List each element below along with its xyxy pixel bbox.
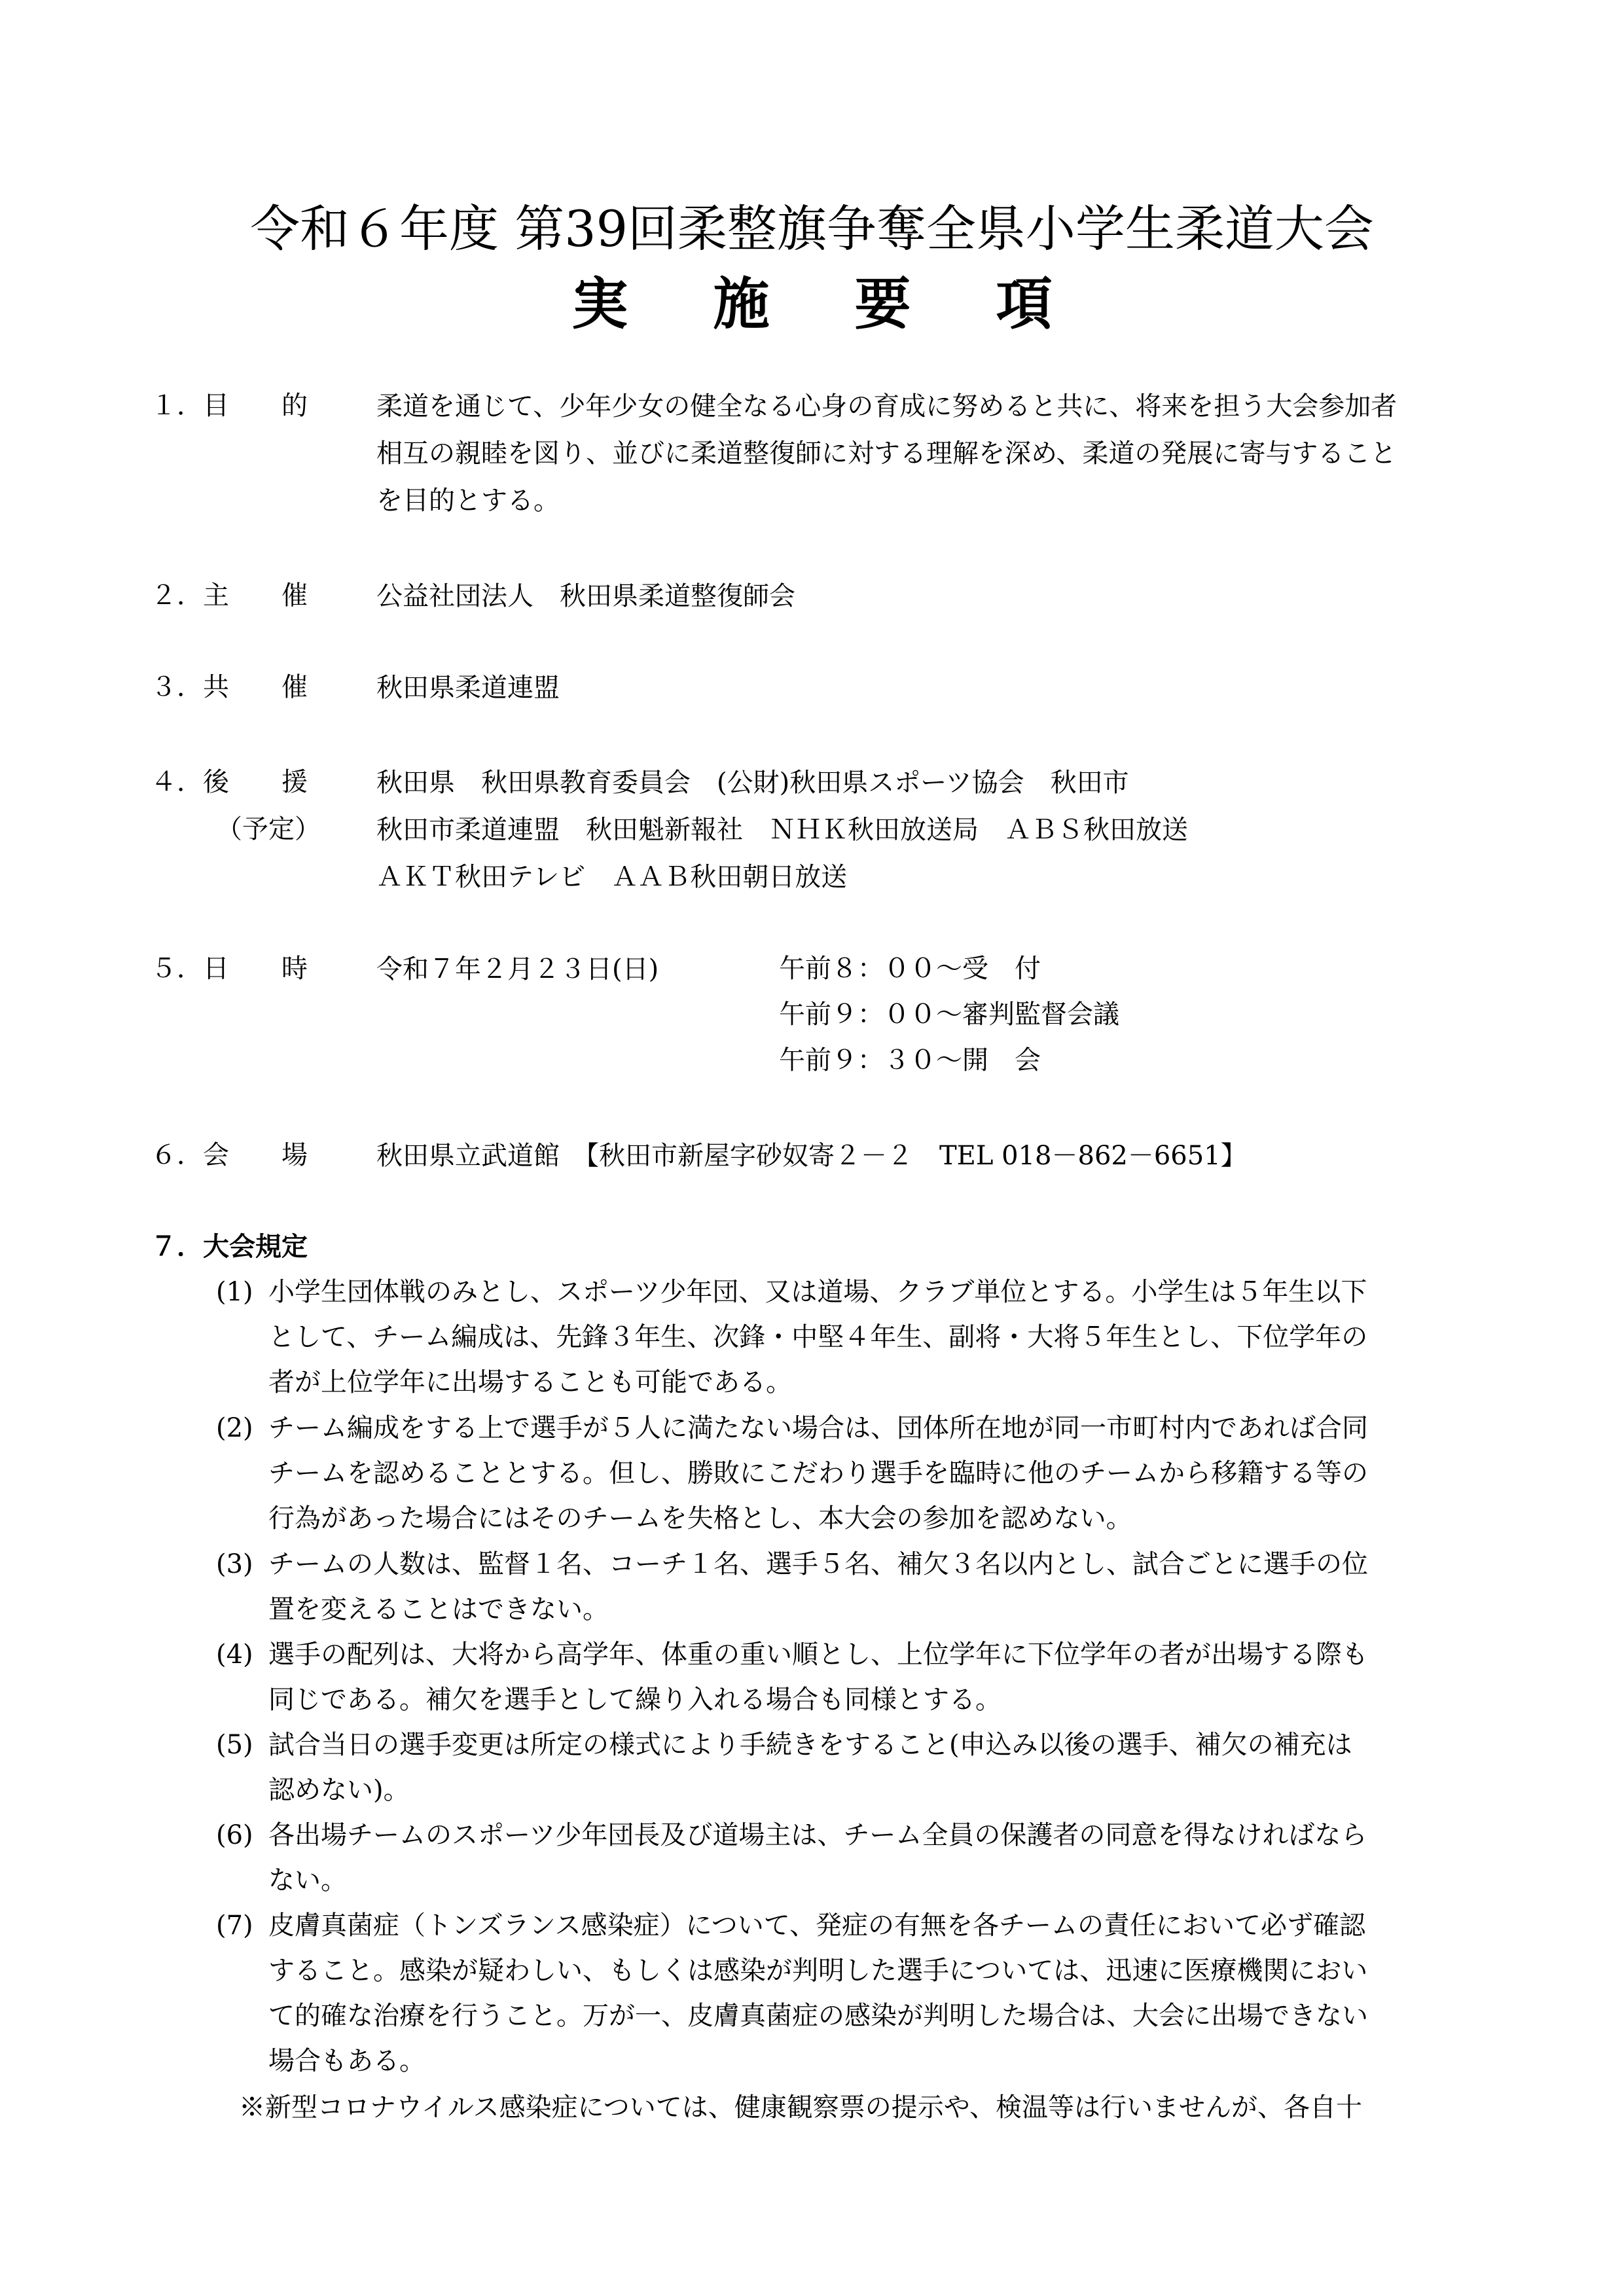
rule-number: (7) bbox=[216, 1910, 253, 1941]
rule-number: (1) bbox=[216, 1277, 253, 1307]
rule-line: て的確な治療を行うこと。万が一、皮膚真菌症の感染が判明した場合は、大会に出場できない bbox=[268, 2001, 1368, 2031]
section-venue-label: ６．会 場 bbox=[151, 1140, 308, 1170]
document-title: 令和６年度 第39回柔整旗争奪全県小学生柔道大会 bbox=[250, 200, 1374, 258]
section-datetime-label: ５．日 時 bbox=[151, 954, 308, 984]
rule-line: チームの人数は、監督１名、コーチ１名、選手５名、補欠３名以内とし、試合ごとに選手の位 bbox=[268, 1549, 1368, 1579]
rule-number: (5) bbox=[216, 1730, 253, 1760]
section-organizer-content bbox=[376, 573, 1489, 620]
rule-line: 小学生団体戦のみとし、スポーツ少年団、又は道場、クラブ単位とする。小学生は５年生以下 bbox=[268, 1277, 1367, 1307]
support-line: ＡＫＴ秋田テレビ ＡＡＢ秋田朝日放送 bbox=[376, 862, 848, 892]
section-cosponsor-label: ３．共 催 bbox=[151, 672, 308, 702]
event-date: 令和７年２月２３日(日) bbox=[376, 954, 659, 984]
rule-item-2 bbox=[216, 1406, 1499, 1541]
section-organizer-label: ２．主 催 bbox=[151, 581, 308, 611]
schedule-item: 午前９：３０～開 会 bbox=[779, 1045, 1041, 1075]
rule-line: すること。感染が疑わしい、もしくは感染が判明した選手については、迅速に医療機関におい bbox=[268, 1956, 1368, 1986]
rule-item-5 bbox=[216, 1723, 1499, 1813]
section-datetime-schedule bbox=[779, 946, 1119, 1083]
section-purpose-content bbox=[376, 383, 1489, 524]
organizer-line: 公益社団法人 秋田県柔道整復師会 bbox=[376, 581, 795, 611]
rule-number: (3) bbox=[216, 1549, 253, 1579]
section-cosponsor-content bbox=[376, 664, 1489, 711]
schedule-item: 午前８：００～受 付 bbox=[779, 954, 1041, 984]
rule-number: (4) bbox=[216, 1640, 253, 1670]
cosponsor-line: 秋田県柔道連盟 bbox=[376, 673, 560, 703]
rule-line: 置を変えることはできない。 bbox=[268, 1594, 609, 1624]
section-support-content bbox=[376, 759, 1489, 901]
rule-line: 認めない)。 bbox=[268, 1775, 410, 1805]
rule-item-7 bbox=[216, 1903, 1499, 2084]
rule-line: 各出場チームのスポーツ少年団長及び道場主は、チーム全員の保護者の同意を得なければなら bbox=[268, 1820, 1367, 1850]
section-rules-label: ７．大会規定 bbox=[151, 1232, 308, 1262]
rule-item-6 bbox=[216, 1813, 1499, 1903]
document-subtitle: 実施要項 bbox=[571, 272, 1138, 337]
covid-note: ※新型コロナウイルス感染症については、健康観察票の提示や、検温等は行いませんが、各自十 bbox=[239, 2092, 1362, 2123]
rule-line: 選手の配列は、大将から高学年、体重の重い順とし、上位学年に下位学年の者が出場する際も bbox=[268, 1640, 1368, 1670]
schedule-item: 午前９：００～審判監督会議 bbox=[779, 999, 1119, 1030]
rule-item-4 bbox=[216, 1632, 1499, 1723]
section-support-sublabel: （予定） bbox=[216, 814, 321, 844]
rule-line: 試合当日の選手変更は所定の様式により手続きをすること(申込み以後の選手、補欠の補充は bbox=[268, 1730, 1352, 1760]
rule-line: ない。 bbox=[268, 1865, 347, 1895]
rule-line: 同じである。補欠を選手として繰り入れる場合も同様とする。 bbox=[268, 1685, 1001, 1715]
purpose-line: 柔道を通じて、少年少女の健全なる心身の育成に努めると共に、将来を担う大会参加者 bbox=[376, 391, 1398, 422]
purpose-line: を目的とする。 bbox=[376, 486, 560, 516]
section-support-label: ４．後 援 bbox=[151, 767, 308, 797]
rule-line: チーム編成をする上で選手が５人に満たない場合は、団体所在地が同一市町村内であれば合同 bbox=[268, 1413, 1368, 1443]
purpose-line: 相互の親睦を図り、並びに柔道整復師に対する理解を深め、柔道の発展に寄与すること bbox=[376, 439, 1397, 469]
venue-line: 秋田県立武道館 【秋田市新屋字砂奴寄２－２ TEL 018－862－6651】 bbox=[376, 1141, 1247, 1171]
section-venue-content bbox=[376, 1132, 1489, 1179]
rule-number: (2) bbox=[216, 1413, 253, 1443]
rule-line: 場合もある。 bbox=[268, 2046, 425, 2076]
rule-number: (6) bbox=[216, 1820, 253, 1850]
section-purpose-label: １．目 的 bbox=[151, 391, 308, 421]
rule-line: として、チーム編成は、先鋒３年生、次鋒・中堅４年生、副将・大将５年生とし、下位学年の bbox=[268, 1322, 1368, 1352]
rule-line: チームを認めることとする。但し、勝敗にこだわり選手を臨時に他のチームから移籍する等の bbox=[268, 1458, 1368, 1488]
rule-line: 行為があった場合にはそのチームを失格とし、本大会の参加を認めない。 bbox=[268, 1503, 1132, 1534]
rule-item-3 bbox=[216, 1542, 1499, 1632]
rule-item-1 bbox=[216, 1270, 1499, 1405]
rule-line: 者が上位学年に出場することも可能である。 bbox=[268, 1367, 792, 1397]
support-line: 秋田県 秋田県教育委員会 (公財)秋田県スポーツ協会 秋田市 bbox=[376, 768, 1129, 798]
rule-line: 皮膚真菌症（トンズランス感染症）について、発症の有無を各チームの責任において必ず確認 bbox=[268, 1910, 1365, 1941]
support-line: 秋田市柔道連盟 秋田魁新報社 ＮＨＫ秋田放送局 ＡＢＳ秋田放送 bbox=[376, 815, 1188, 845]
